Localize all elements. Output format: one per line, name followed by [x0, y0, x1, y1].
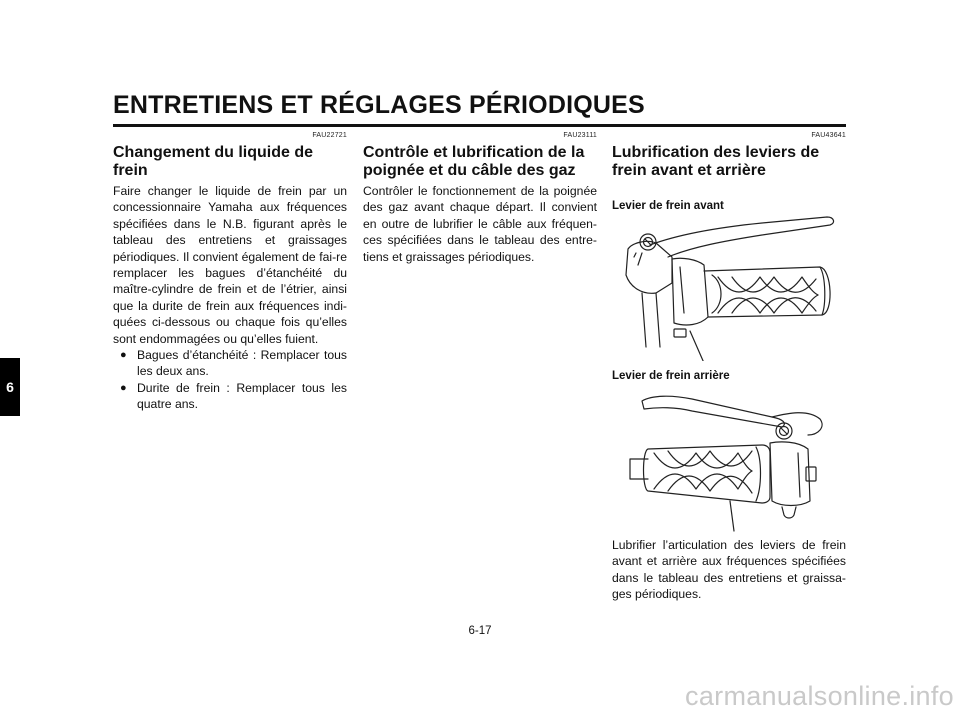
section-title: Contrôle et lubrification de la poignée et du câble des gaz — [363, 144, 585, 179]
page-title: ENTRETIENS ET RÉGLAGES PÉRIODIQUES — [113, 91, 645, 119]
section-throttle — [363, 132, 597, 265]
section-body: Contrôler le fonctionnement de la poignée des gaz avant chaque départ. Il convient en outre de lubrifier le câble aux fréquen-ces spécifiées dans le tableau des entre-tiens et graissages périodiques. — [363, 184, 597, 264]
section-body: Faire changer le liquide de frein par un concessionnaire Yamaha aux fréquences spécifiées dans le N.B. figurant après le tableau des entretiens et graissages périodiques. Il convient également de fai-re remplacer les bagues d’étanchéité du maître-cylindre de frein et de l’étrier, ainsi que la durite de frein aux fréquences indi-quées ci-dessous ou chaque fois qu’elles sont endommagées ou qu’elles fuient. — [113, 184, 347, 346]
section-code: FAU43641 — [811, 132, 846, 139]
page-number: 6-17 — [468, 625, 492, 637]
section-title: Changement du liquide de frein — [113, 144, 314, 179]
header-rule — [113, 124, 846, 127]
front-brake-lever-illustration — [612, 213, 846, 361]
section-code: FAU22721 — [312, 132, 347, 139]
rear-lever-label: Levier de frein arrière — [612, 370, 730, 382]
bullet-icon: ● — [120, 381, 127, 394]
list-item — [120, 347, 347, 380]
section-body: Lubrifier l’articulation des leviers de frein avant et arrière aux fréquences spécifiées dans le tableau des entretiens et graissa-ges périodiques. — [612, 538, 846, 602]
section-title: Lubrification des leviers de frein avant et arrière — [612, 144, 820, 179]
bullet-icon: ● — [120, 349, 127, 362]
section-brake-fluid — [113, 132, 347, 413]
bullet-list — [113, 347, 347, 413]
list-item — [120, 380, 347, 413]
page-header — [113, 91, 846, 127]
chapter-tab: 6 — [0, 358, 20, 416]
bullet-text: Durite de frein : Remplacer tous les quatre ans. — [137, 380, 347, 412]
bullet-text: Bagues d’étanchéité : Remplacer tous les deux ans. — [137, 348, 347, 379]
rear-brake-lever-illustration — [612, 383, 846, 535]
section-code: FAU23111 — [563, 132, 597, 139]
section-brake-levers — [612, 132, 846, 603]
front-lever-label: Levier de frein avant — [612, 200, 724, 212]
watermark: carmanualsonline.info — [685, 681, 954, 711]
